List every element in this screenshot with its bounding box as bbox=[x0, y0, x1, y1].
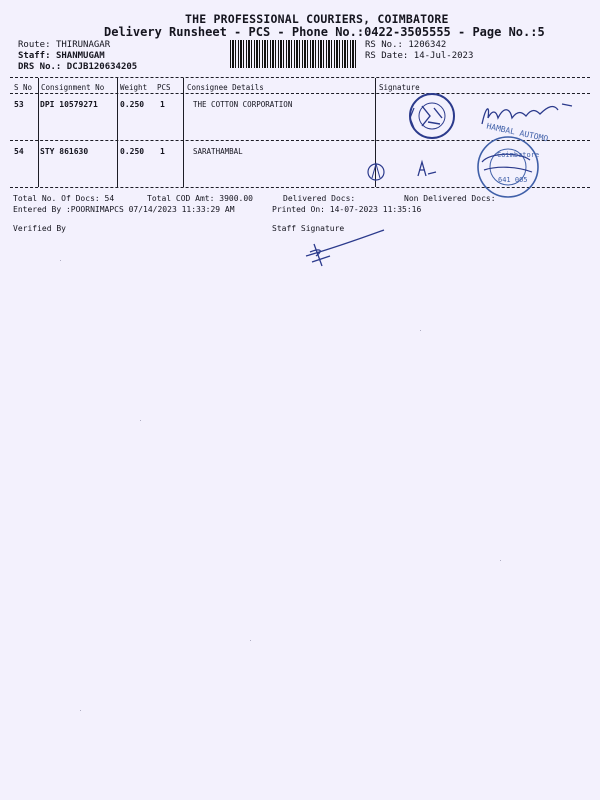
scan-speck bbox=[500, 560, 501, 561]
col-header-consignment: Consignment No bbox=[41, 83, 105, 92]
barcode bbox=[230, 40, 358, 68]
drs-line bbox=[18, 62, 137, 72]
col-line bbox=[183, 78, 184, 187]
non-delivered-docs: Non Delivered Docs: bbox=[404, 194, 496, 203]
drs-value: DCJB120634205 bbox=[66, 62, 138, 72]
col-line bbox=[117, 78, 118, 187]
entered-by: Entered By :POORNIMAPCS 07/14/2023 11:33:29 AM bbox=[13, 205, 235, 214]
rs-date-value: 14-Jul-2023 bbox=[413, 51, 474, 61]
scan-speck bbox=[60, 260, 61, 261]
runsheet-subtitle: Delivery Runsheet - PCS - Phone No.:0422-3505555 - Page No.:5 bbox=[104, 25, 545, 39]
verified-by: Verified By bbox=[13, 224, 66, 233]
staff-line bbox=[18, 51, 105, 61]
route-value: THIRUNAGAR bbox=[55, 40, 111, 50]
col-header-signature: Signature bbox=[379, 83, 420, 92]
drs-label: DRS No.: bbox=[18, 62, 62, 72]
rs-date-line bbox=[365, 51, 473, 61]
table-cell-sno: 54 bbox=[14, 147, 24, 156]
table-cell-weight: 0.250 bbox=[120, 100, 145, 109]
table-cell-pcs: 1 bbox=[160, 100, 165, 109]
scan-speck bbox=[420, 330, 421, 331]
col-header-pcs: PCS bbox=[157, 83, 171, 92]
company-title: THE PROFESSIONAL COURIERS, COIMBATORE bbox=[185, 12, 449, 26]
rs-no-value: 1206342 bbox=[408, 40, 447, 50]
table-cell-consignee: THE COTTON CORPORATION bbox=[193, 100, 293, 109]
scan-speck bbox=[140, 420, 141, 421]
table-cell-consignment: DPI 10579271 bbox=[40, 100, 98, 109]
total-cod: Total COD Amt: 3900.00 bbox=[147, 194, 253, 203]
table-cell-consignee: SARATHAMBAL bbox=[193, 147, 243, 156]
scan-speck bbox=[250, 640, 251, 641]
staff-signature-label: Staff Signature bbox=[272, 224, 345, 233]
rs-no-label: RS No.: bbox=[365, 40, 403, 50]
table-cell-pcs: 1 bbox=[160, 147, 165, 156]
table-top-rule bbox=[10, 77, 590, 78]
header-bottom-rule bbox=[10, 93, 590, 94]
route-label: Route: bbox=[18, 40, 51, 50]
table-cell-consignment: STY 861630 bbox=[40, 147, 89, 156]
col-header-weight: Weight bbox=[120, 83, 148, 92]
scan-speck bbox=[80, 710, 81, 711]
rs-no-line bbox=[365, 40, 446, 50]
rs-date-label: RS Date: bbox=[365, 51, 409, 61]
col-header-sno: S No bbox=[14, 83, 33, 92]
staff-value: SHANMUGAM bbox=[55, 51, 105, 61]
staff-signature-mark bbox=[300, 226, 390, 270]
table-cell-weight: 0.250 bbox=[120, 147, 145, 156]
col-header-consignee: Consignee Details bbox=[187, 83, 264, 92]
delivered-docs: Delivered Docs: bbox=[283, 194, 356, 203]
printed-on: Printed On: 14-07-2023 11:35:16 bbox=[272, 205, 422, 214]
staff-label: Staff: bbox=[18, 51, 51, 61]
route-line bbox=[18, 40, 110, 50]
stamp-ring-text: HAMBAL AUTOMO bbox=[485, 121, 549, 144]
table-cell-sno: 53 bbox=[14, 100, 24, 109]
stamp-city: Coimbatore bbox=[497, 151, 540, 159]
stamp-code: 641 005 bbox=[498, 176, 528, 184]
initials-mark bbox=[366, 154, 446, 184]
col-line bbox=[38, 78, 39, 187]
total-docs: Total No. Of Docs: 54 bbox=[13, 194, 115, 203]
